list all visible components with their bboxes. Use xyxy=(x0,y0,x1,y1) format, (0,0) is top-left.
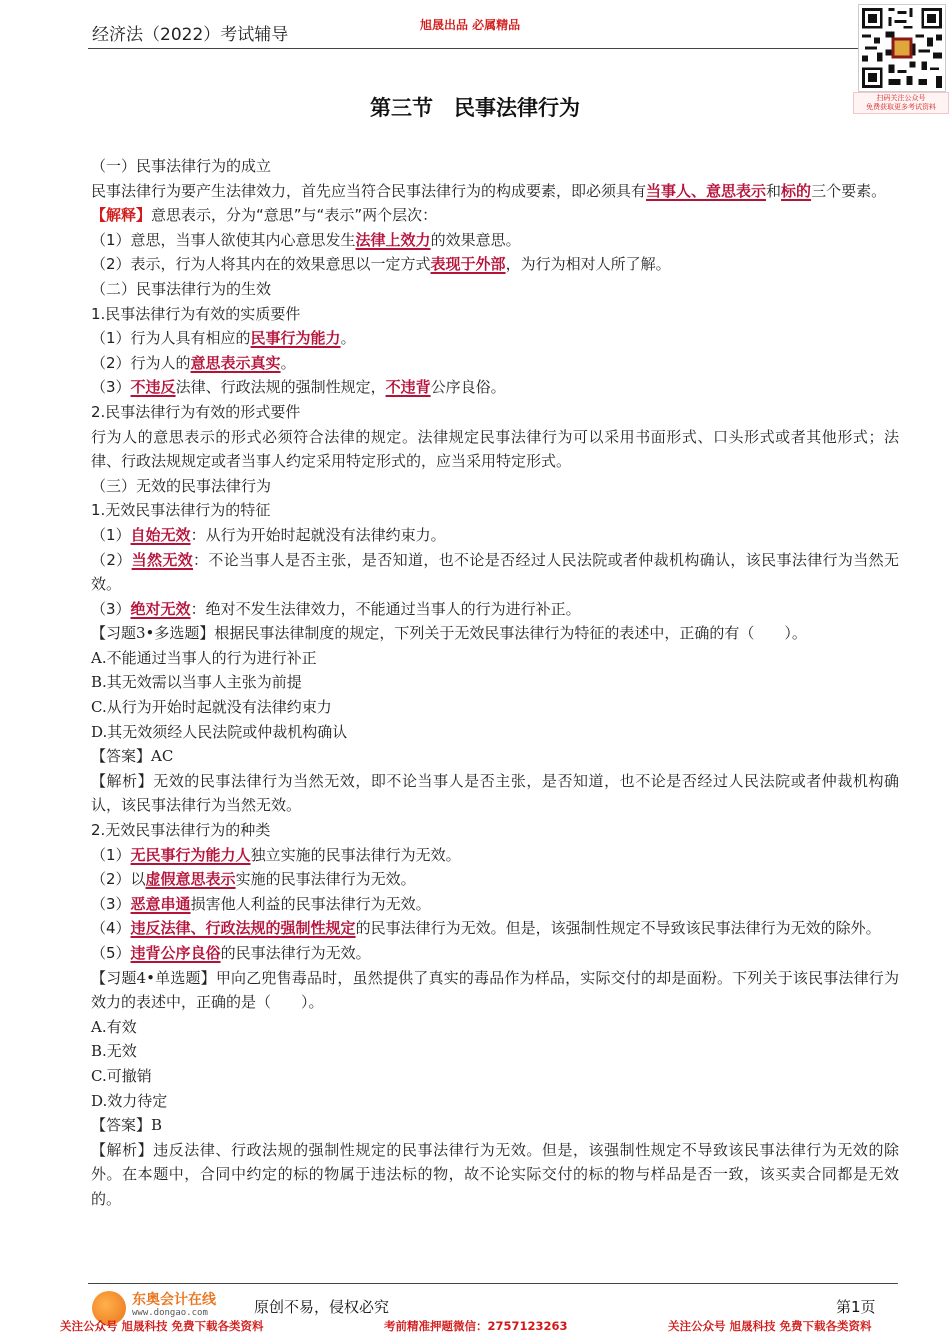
exercise-3-answer: 【答案】AC xyxy=(91,747,174,766)
exercise-3-explanation: 【解析】无效的民事法律行为当然无效，即不论当事人是否主张，是否知道，也不论是否经过人民法院或者仲裁机构确认，该民事法律行为当然无效。 xyxy=(91,771,899,815)
paragraph-formal: 行为人的意思表示的形式必须符合法律的规定。法律规定民事法律行为可以采用书面形式、口头形式或者其他形式；法律、行政法规规定或者当事人约定采用特定形式的，应当采用特定形式。 xyxy=(91,427,899,471)
exercise-4-question: 【习题4•单选题】甲向乙兜售毒品时，虽然提供了真实的毒品作为样品，实际交付的却是面粉。下列关于该民事法律行为效力的表述中，正确的是（ ）。 xyxy=(91,968,899,1012)
document-body xyxy=(91,154,899,1212)
item-expression: （2）表示，行为人将其内在的效果意思以一定方式表现于外部，为行为相对人所了解。 xyxy=(91,255,671,274)
item-void-automatic: （2）当然无效：不论当事人是否主张，是否知道，也不论是否经过人民法院或者仲裁机构确认，该民事法律行为当然无效。 xyxy=(91,550,899,594)
item-true-intent: （2）行为人的意思表示真实。 xyxy=(91,353,296,372)
section-title: 第三节 民事法律行为 xyxy=(370,96,580,120)
footer-divider xyxy=(88,1283,898,1284)
header-divider xyxy=(88,48,898,49)
paragraph-formation: 民事法律行为要产生法律效力，首先应当符合民事法律行为的构成要素，即必须具有当事人、意思表示和标的三个要素。 xyxy=(91,181,887,200)
exercise-3-option-d: D.其无效须经人民法院或仲裁机构确认 xyxy=(91,722,348,741)
footer-note-right: 关注公众号 旭晟科技 免费下载各类资料 xyxy=(668,1319,872,1333)
logo-name: 东奥会计在线 xyxy=(132,1292,216,1308)
item-void-ab-initio: （1）自始无效：从行为开始时起就没有法律约束力。 xyxy=(91,525,446,544)
exercise-4-option-b: B.无效 xyxy=(91,1042,137,1061)
heading-formation: （一）民事法律行为的成立 xyxy=(91,157,272,175)
page-number: 第1页 xyxy=(836,1298,876,1316)
qr-code-icon xyxy=(858,4,946,92)
exercise-4-option-a: A.有效 xyxy=(91,1017,137,1036)
heading-formal: 2.民事法律行为有效的形式要件 xyxy=(91,402,301,421)
exercise-3-question: 【习题3•多选题】根据民事法律制度的规定，下列关于无效民事法律行为特征的表述中，正确的有（ ）。 xyxy=(91,624,807,643)
highlight-subject-matter: 标的 xyxy=(781,181,812,200)
qr-caption-line-1: 扫码关注公众号 xyxy=(876,94,926,102)
footer-note-left: 关注公众号 旭晟科技 免费下载各类资料 xyxy=(60,1319,264,1333)
exercise-4-explanation: 【解析】违反法律、行政法规的强制性规定的民事法律行为无效。但是，该强制性规定不导致该民事法律行为无效的除外。在本题中，合同中约定的标的物属于违法标的物，故不论实际交付的标的物与样品是否一致，该买卖合同都是无效的。 xyxy=(91,1140,899,1208)
item-collusion: （3）恶意串通损害他人利益的民事法律行为无效。 xyxy=(91,894,431,913)
item-public-order: （5）违背公序良俗的民事法律行为无效。 xyxy=(91,944,371,962)
exercise-3-option-a: A.不能通过当事人的行为进行补正 xyxy=(91,648,317,667)
heading-void: （三）无效的民事法律行为 xyxy=(91,476,272,495)
header-title: 经济法（2022）考试辅导 xyxy=(92,25,289,45)
exercise-4-answer: 【答案】B xyxy=(91,1116,163,1135)
item-incapacity: （1）无民事行为能力人独立实施的民事法律行为无效。 xyxy=(91,845,461,864)
item-false-intent: （2）以虚假意思表示实施的民事法律行为无效。 xyxy=(91,870,416,889)
item-intent: （1）意思，当事人欲使其内心意思发生法律上效力的效果意思。 xyxy=(91,230,521,249)
explanation-tag: 【解释】 xyxy=(91,206,152,225)
exercise-3-option-b: B.其无效需以当事人主张为前提 xyxy=(91,673,302,692)
item-capacity: （1）行为人具有相应的民事行为能力。 xyxy=(91,329,356,348)
item-legality: （3）不违反法律、行政法规的强制性规定，不违背公序良俗。 xyxy=(91,378,506,397)
header-brand: 旭晟出品 必属精品 xyxy=(420,18,521,32)
footer-slogan: 原创不易，侵权必究 xyxy=(254,1298,390,1316)
item-mandatory-rules: （4）违反法律、行政法规的强制性规定的民事法律行为无效。但是，该强制性规定不导致该民事法律行为无效的除外。 xyxy=(91,919,881,938)
heading-effect: （二）民事法律行为的生效 xyxy=(91,279,272,298)
heading-substantive: 1.民事法律行为有效的实质要件 xyxy=(91,304,301,323)
exercise-4-option-d: D.效力待定 xyxy=(91,1091,168,1110)
explanation-line: 【解释】意思表示，分为“意思”与“表示”两个层次： xyxy=(91,206,438,225)
heading-void-features: 1.无效民事法律行为的特征 xyxy=(91,501,271,520)
exercise-4-option-c: C.可撤销 xyxy=(91,1066,152,1085)
item-void-absolute: （3）绝对无效：绝对不发生法律效力，不能通过当事人的行为进行补正。 xyxy=(91,599,581,618)
page-header xyxy=(0,0,950,60)
exercise-3-option-c: C.从行为开始时起就没有法律约束力 xyxy=(91,698,332,717)
logo-url: www.dongao.com xyxy=(132,1308,208,1318)
heading-void-types: 2.无效民事法律行为的种类 xyxy=(91,821,271,840)
footer-note-center: 考前精准押题微信：2757123263 xyxy=(384,1319,568,1333)
qr-caption-line-2: 免费获取更多考试资料 xyxy=(866,103,936,111)
highlight-elements: 当事人、意思表示 xyxy=(646,181,767,200)
